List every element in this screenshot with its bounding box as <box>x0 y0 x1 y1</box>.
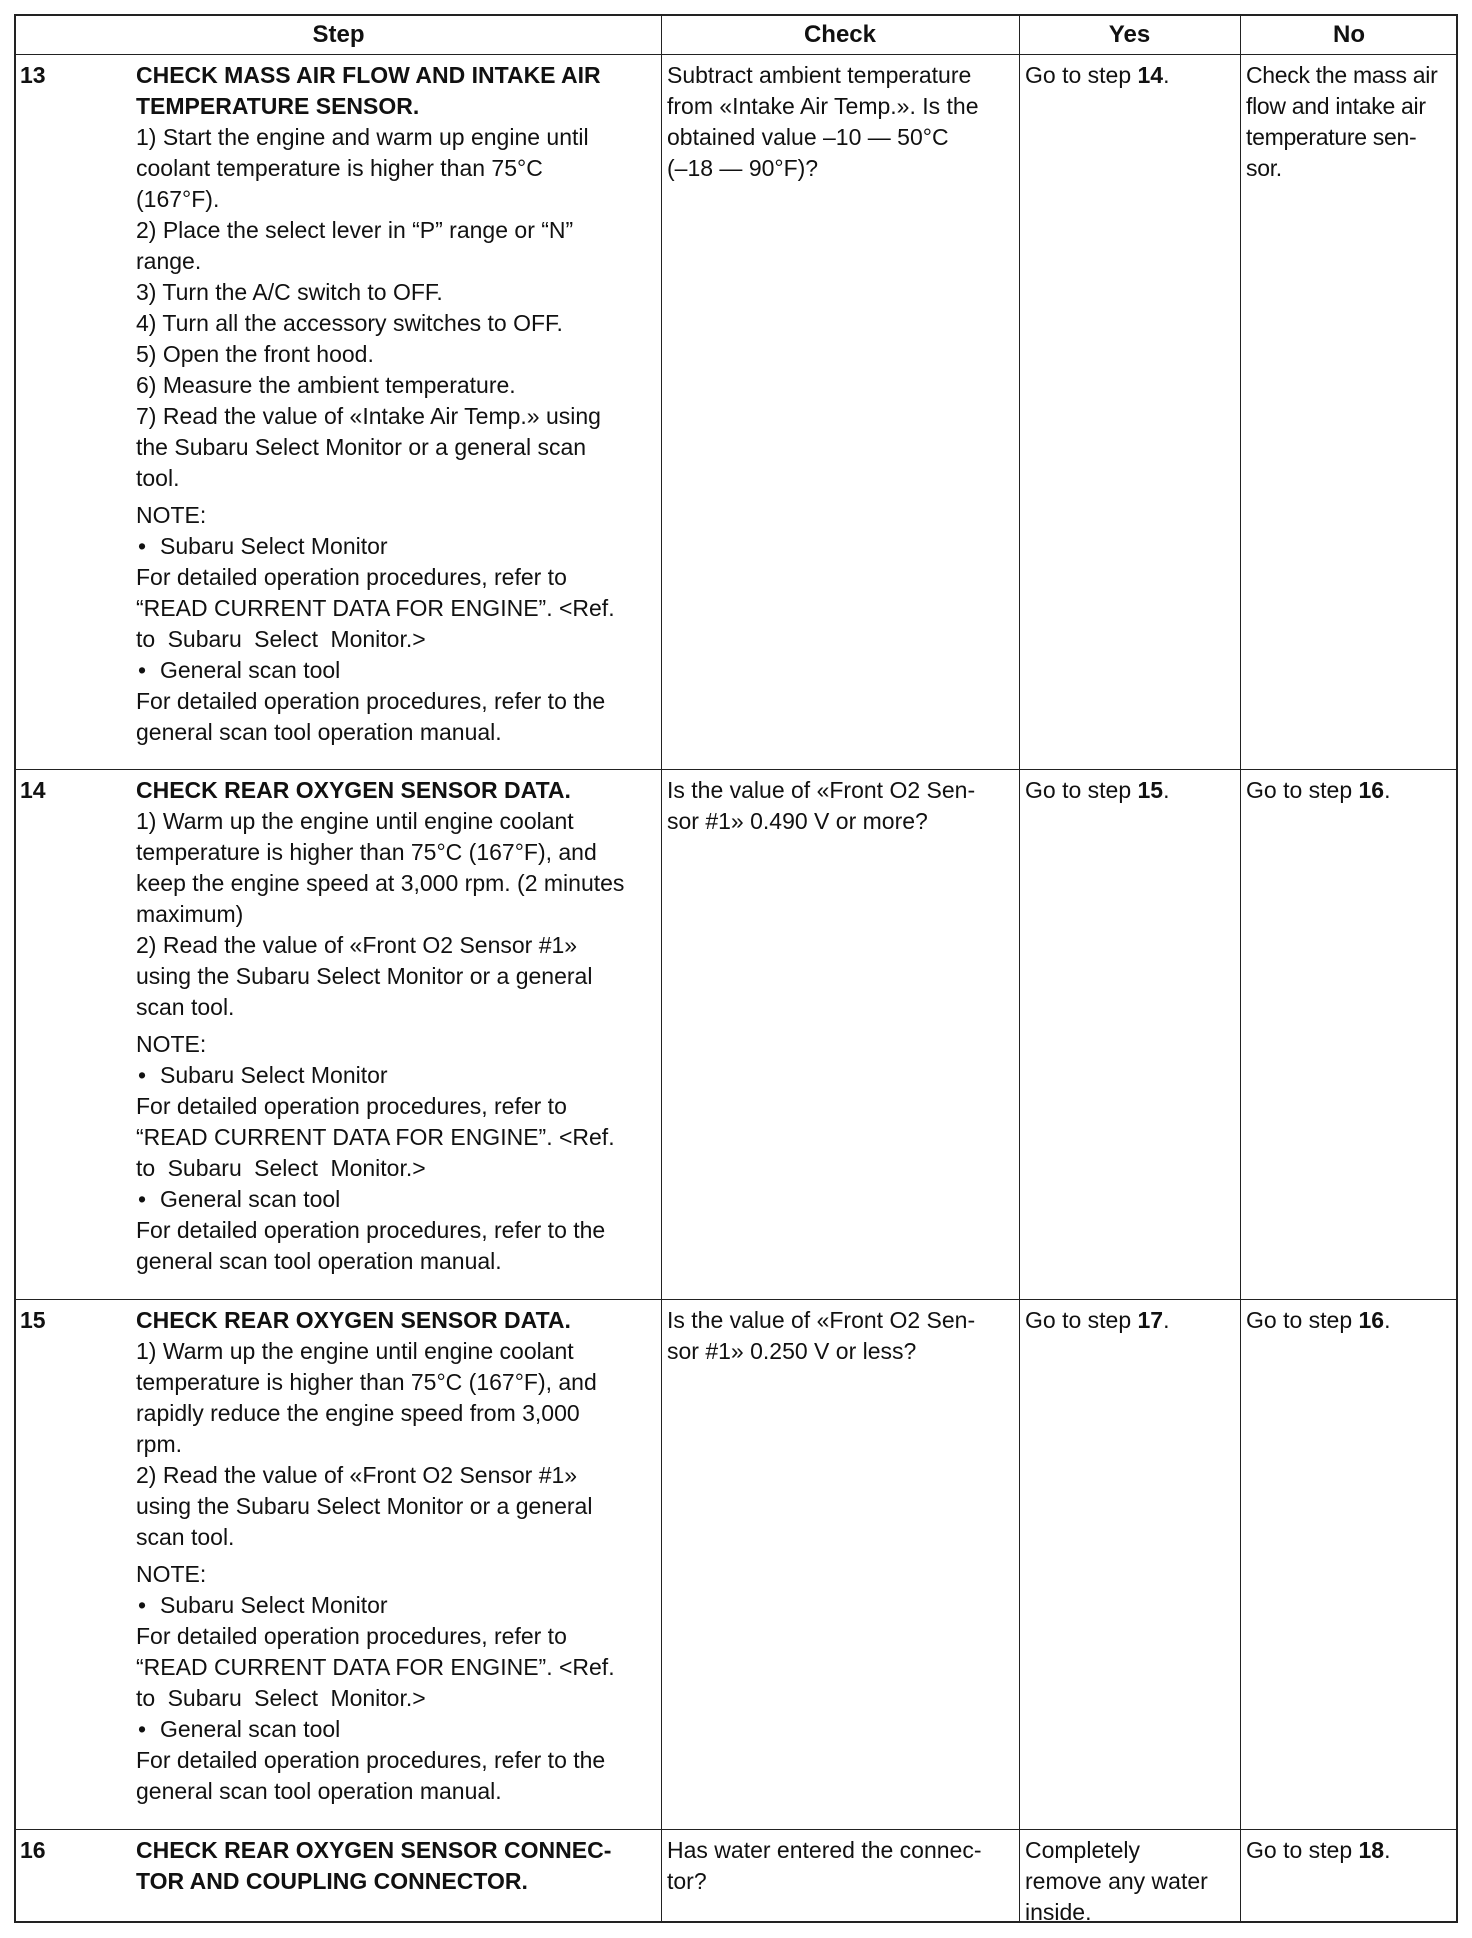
no-action: Go to step 18. <box>1246 1837 1391 1863</box>
procedure-step: 3) Turn the A/C switch to OFF. <box>136 279 443 305</box>
procedure-step: 1) Warm up the engine until engine coolant temperature is higher than 75°C (167°F), and keep the engine speed at 3,000 rpm. (2 minutes maximum) <box>136 808 625 927</box>
no-action: Go to step 16. <box>1246 1307 1391 1333</box>
header-no: No <box>1333 21 1365 48</box>
yes-action: Go to step 17. <box>1025 1307 1170 1333</box>
manual-text: For detailed operation procedures, refer to the general scan tool operation manual. <box>136 1217 606 1274</box>
no-action: Check the mass air flow and intake air temperature sen- sor. <box>1246 62 1438 181</box>
bullet-item: • General scan tool <box>136 1714 653 1745</box>
row-divider <box>16 1829 1456 1830</box>
column-divider <box>1019 16 1020 1921</box>
yes-action: Go to step 15. <box>1025 777 1170 803</box>
reference-text: For detailed operation procedures, refer to “READ CURRENT DATA FOR ENGINE”. <Ref. to Subaru Select Monitor.> <box>136 1623 615 1711</box>
step-number: 14 <box>20 777 46 803</box>
bullet-item: • Subaru Select Monitor <box>136 1590 653 1621</box>
yes-action: Completely remove any water inside. <box>1025 1837 1208 1925</box>
bullet-item: • General scan tool <box>136 655 653 686</box>
row-divider <box>16 769 1456 770</box>
check-text: Is the value of «Front O2 Sen- sor #1» 0.490 V or more? <box>667 777 976 834</box>
bullet-item: • Subaru Select Monitor <box>136 531 653 562</box>
procedure-step: 7) Read the value of «Intake Air Temp.» using the Subaru Select Monitor or a general scan tool. <box>136 403 601 491</box>
procedure-step: 5) Open the front hood. <box>136 341 374 367</box>
procedure-step: 2) Read the value of «Front O2 Sensor #1» using the Subaru Select Monitor or a general scan tool. <box>136 1462 593 1550</box>
step-instructions <box>136 1305 653 1807</box>
note-label: NOTE: <box>136 1561 207 1587</box>
procedure-step: 2) Place the select lever in “P” range or “N” range. <box>136 217 574 274</box>
bullet-item: • Subaru Select Monitor <box>136 1060 653 1091</box>
manual-text: For detailed operation procedures, refer to the general scan tool operation manual. <box>136 1747 606 1804</box>
note-label: NOTE: <box>136 502 207 528</box>
procedure-step: 2) Read the value of «Front O2 Sensor #1» using the Subaru Select Monitor or a general scan tool. <box>136 932 593 1020</box>
column-divider <box>661 16 662 1921</box>
procedure-step: 1) Warm up the engine until engine coolant temperature is higher than 75°C (167°F), and rapidly reduce the engine speed from 3,000 rpm. <box>136 1338 597 1457</box>
step-instructions <box>136 60 653 748</box>
manual-text: For detailed operation procedures, refer to the general scan tool operation manual. <box>136 688 606 745</box>
reference-text: For detailed operation procedures, refer to “READ CURRENT DATA FOR ENGINE”. <Ref. to Subaru Select Monitor.> <box>136 564 615 652</box>
step-title: CHECK REAR OXYGEN SENSOR DATA. <box>136 1307 571 1333</box>
step-number: 16 <box>20 1837 46 1863</box>
procedure-step: 1) Start the engine and warm up engine until coolant temperature is higher than 75°C (167°F). <box>136 124 589 212</box>
column-divider <box>1240 16 1241 1921</box>
no-action: Go to step 16. <box>1246 777 1391 803</box>
step-instructions <box>136 1835 653 1897</box>
procedure-step: 6) Measure the ambient temperature. <box>136 372 516 398</box>
note-label: NOTE: <box>136 1031 207 1057</box>
header-check: Check <box>803 21 877 48</box>
bullet-item: • General scan tool <box>136 1184 653 1215</box>
step-number: 15 <box>20 1307 46 1333</box>
step-title: CHECK REAR OXYGEN SENSOR DATA. <box>136 777 571 803</box>
procedure-step: 4) Turn all the accessory switches to OFF. <box>136 310 563 336</box>
row-divider <box>16 1299 1456 1300</box>
header-divider <box>16 54 1456 55</box>
diagnostic-table <box>14 14 1458 1923</box>
step-instructions <box>136 775 653 1277</box>
reference-text: For detailed operation procedures, refer to “READ CURRENT DATA FOR ENGINE”. <Ref. to Subaru Select Monitor.> <box>136 1093 615 1181</box>
step-number: 13 <box>20 62 46 88</box>
header-yes: Yes <box>1108 21 1151 48</box>
step-title: CHECK MASS AIR FLOW AND INTAKE AIR TEMPERATURE SENSOR. <box>136 62 601 119</box>
check-text: Has water entered the connec- tor? <box>667 1837 982 1894</box>
yes-action: Go to step 14. <box>1025 62 1170 88</box>
step-title: CHECK REAR OXYGEN SENSOR CONNEC- TOR AND COUPLING CONNECTOR. <box>136 1837 612 1894</box>
header-step: Step <box>312 21 365 48</box>
check-text: Subtract ambient temperature from «Intake Air Temp.». Is the obtained value –10 — 50°C (–18 — 90°F)? <box>667 62 979 181</box>
check-text: Is the value of «Front O2 Sen- sor #1» 0.250 V or less? <box>667 1307 976 1364</box>
